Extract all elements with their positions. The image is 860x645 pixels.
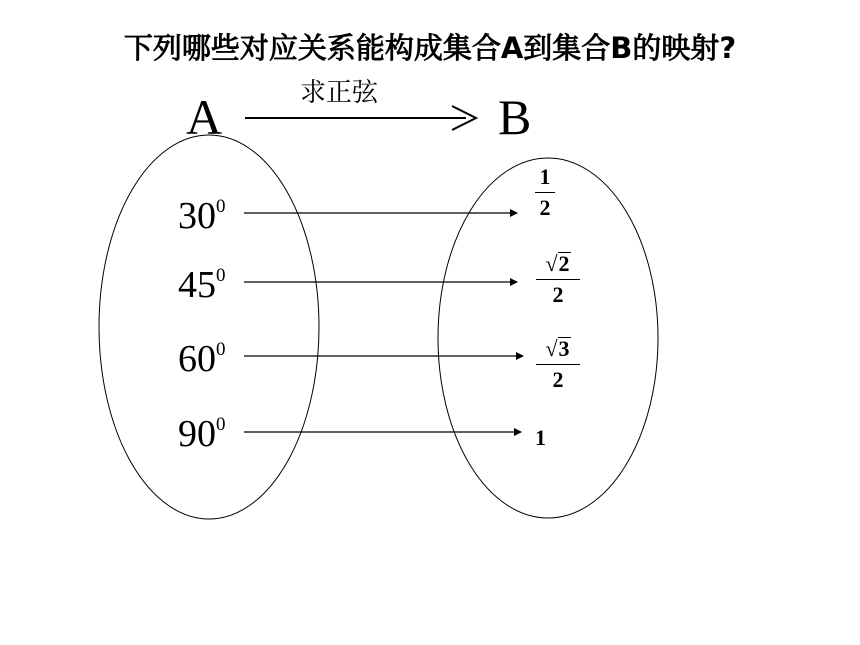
domain-item-90: $90^0$	[178, 413, 226, 455]
domain-item-60: $60^0$	[178, 338, 226, 380]
set-a-label: A	[186, 89, 223, 145]
codomain-item-sqrt2-over-2: √2 2	[536, 252, 580, 306]
domain-item-30: $30^0$	[178, 195, 226, 237]
codomain-item-half: 1 2	[535, 166, 555, 219]
codomain-item-sqrt3-over-2: √3 2	[536, 337, 580, 391]
mapping-rule-label: 求正弦	[300, 78, 379, 108]
domain-item-45: $45^0$	[178, 264, 226, 306]
set-b-label: B	[498, 89, 532, 145]
question-title: 下列哪些对应关系能构成集合A到集合B的映射?	[123, 31, 737, 65]
codomain-item-one: 1	[535, 425, 546, 450]
set-a-ellipse	[99, 135, 319, 519]
